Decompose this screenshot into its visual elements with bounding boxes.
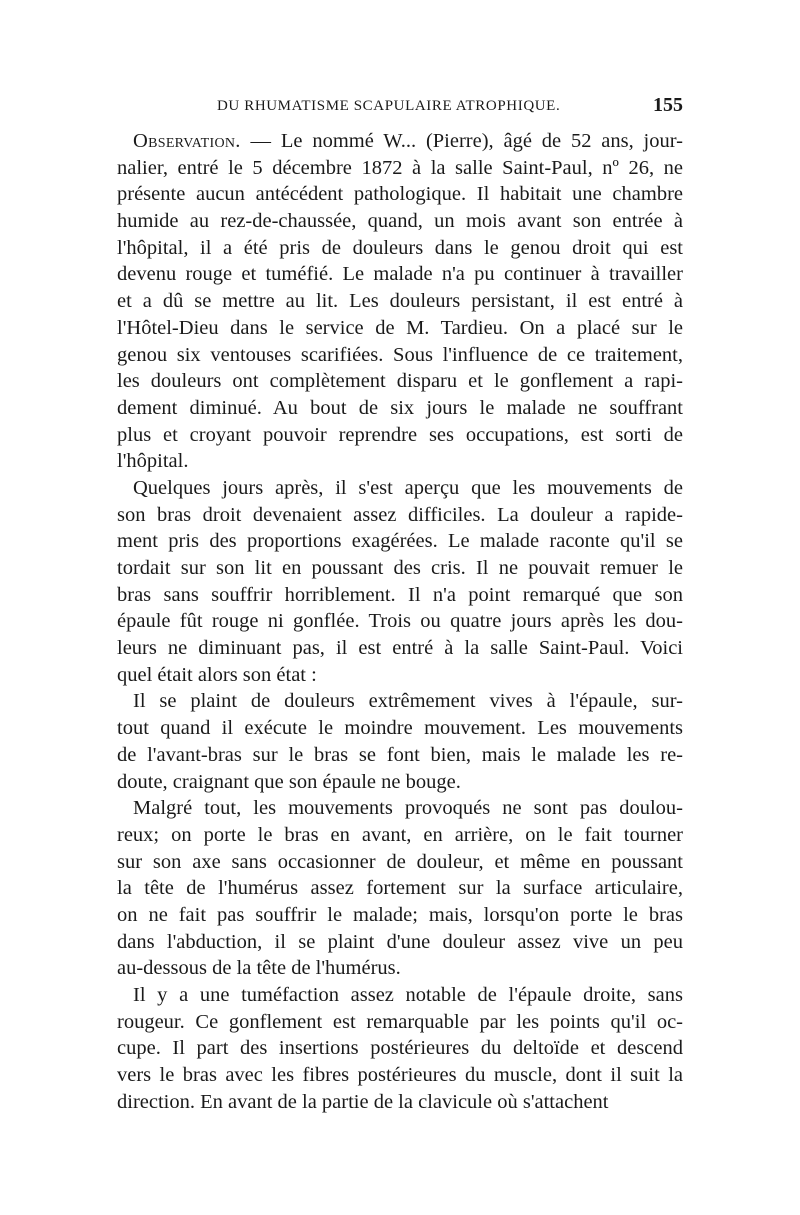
text-line: Il se plaint de douleurs extrêmement vives à l'épaule, sur-	[133, 690, 683, 713]
text-line: ment pris des proportions exagérées. Le malade raconte qu'il se	[117, 530, 683, 553]
text-line: on ne fait pas souffrir le malade; mais, lorsqu'on porte le bras	[117, 903, 683, 926]
body-text	[117, 128, 683, 1115]
text-line: humide au rez-de-chaussée, quand, un mois avant son entrée à	[117, 210, 683, 233]
text-line: Malgré tout, les mouvements provoqués ne sont pas doulou-	[133, 797, 683, 820]
observation-label: Observation.	[133, 130, 241, 152]
text-line	[117, 128, 683, 155]
text-line: cupe. Il part des insertions postérieures du deltoïde et descend	[117, 1037, 683, 1060]
text-line: vers le bras avec les fibres postérieures du muscle, dont il suit la	[117, 1064, 683, 1087]
text-line: direction. En avant de la partie de la clavicule où s'attachent	[117, 1090, 609, 1113]
text-line: son bras droit devenaient assez difficiles. La douleur a rapide-	[117, 503, 683, 526]
paragraph	[117, 982, 683, 1115]
text-line: doute, craignant que son épaule ne bouge.	[117, 770, 461, 793]
text-line: devenu rouge et tuméfié. Le malade n'a pu continuer à travailler	[117, 263, 683, 286]
text-line: l'Hôtel-Dieu dans le service de M. Tardieu. On a placé sur le	[117, 316, 683, 339]
text-line: les douleurs ont complètement disparu et le gonflement a rapi-	[117, 370, 683, 393]
text-line: reux; on porte le bras en avant, en arrière, on le fait tourner	[117, 823, 683, 846]
text-line: Il y a une tuméfaction assez notable de l'épaule droite, sans	[133, 984, 683, 1006]
text-line: et a dû se mettre au lit. Les douleurs persistant, il est entré à	[117, 290, 683, 313]
text-line-content: — Le nommé W... (Pierre), âgé de 52 ans, jour-	[240, 130, 683, 152]
text-line: rougeur. Ce gonflement est remarquable par les points qu'il oc-	[117, 1010, 683, 1033]
text-line: plus et croyant pouvoir reprendre ses occupations, est sorti de	[117, 423, 683, 446]
text-line: au-dessous de la tête de l'humérus.	[117, 957, 401, 980]
text-line: de l'avant-bras sur le bras se font bien, mais le malade les re-	[117, 743, 683, 766]
text-line: sur son axe sans occasionner de douleur, et même en poussant	[117, 850, 683, 873]
paragraph	[117, 475, 683, 689]
page-number: 155	[653, 94, 683, 116]
text-line: genou six ventouses scarifiées. Sous l'influence de ce traitement,	[117, 343, 683, 366]
text-line: dement diminué. Au bout de six jours le malade ne souffrant	[117, 396, 683, 419]
text-line: l'hôpital, il a été pris de douleurs dans le genou droit qui est	[117, 236, 683, 259]
text-line: épaule fût rouge ni gonflée. Trois ou quatre jours après les dou-	[117, 610, 683, 633]
paragraph	[117, 128, 683, 475]
paragraph	[117, 795, 683, 982]
text-line: Quelques jours après, il s'est aperçu que les mouvements de	[133, 476, 683, 499]
text-line: nalier, entré le 5 décembre 1872 à la salle Saint-Paul, nº 26, ne	[117, 156, 683, 179]
text-line: l'hôpital.	[117, 450, 189, 473]
text-line: quel était alors son état :	[117, 663, 317, 686]
text-line: leurs ne diminuant pas, il est entré à la salle Saint-Paul. Voici	[117, 637, 683, 660]
text-line: tout quand il exécute le moindre mouvement. Les mouvements	[117, 717, 683, 740]
text-line: dans l'abduction, il se plaint d'une douleur assez vive un peu	[117, 930, 683, 953]
running-head-title: DU RHUMATISME SCAPULAIRE ATROPHIQUE.	[217, 98, 561, 114]
running-head	[117, 96, 683, 126]
paragraph	[117, 688, 683, 795]
text-line: bras sans souffrir horriblement. Il n'a point remarqué que son	[117, 583, 683, 606]
text-line: présente aucun antécédent pathologique. Il habitait une chambre	[117, 183, 683, 206]
text-line: tordait sur son lit en poussant des cris. Il ne pouvait remuer le	[117, 557, 683, 579]
text-line: la tête de l'humérus assez fortement sur la surface articulaire,	[117, 877, 683, 900]
